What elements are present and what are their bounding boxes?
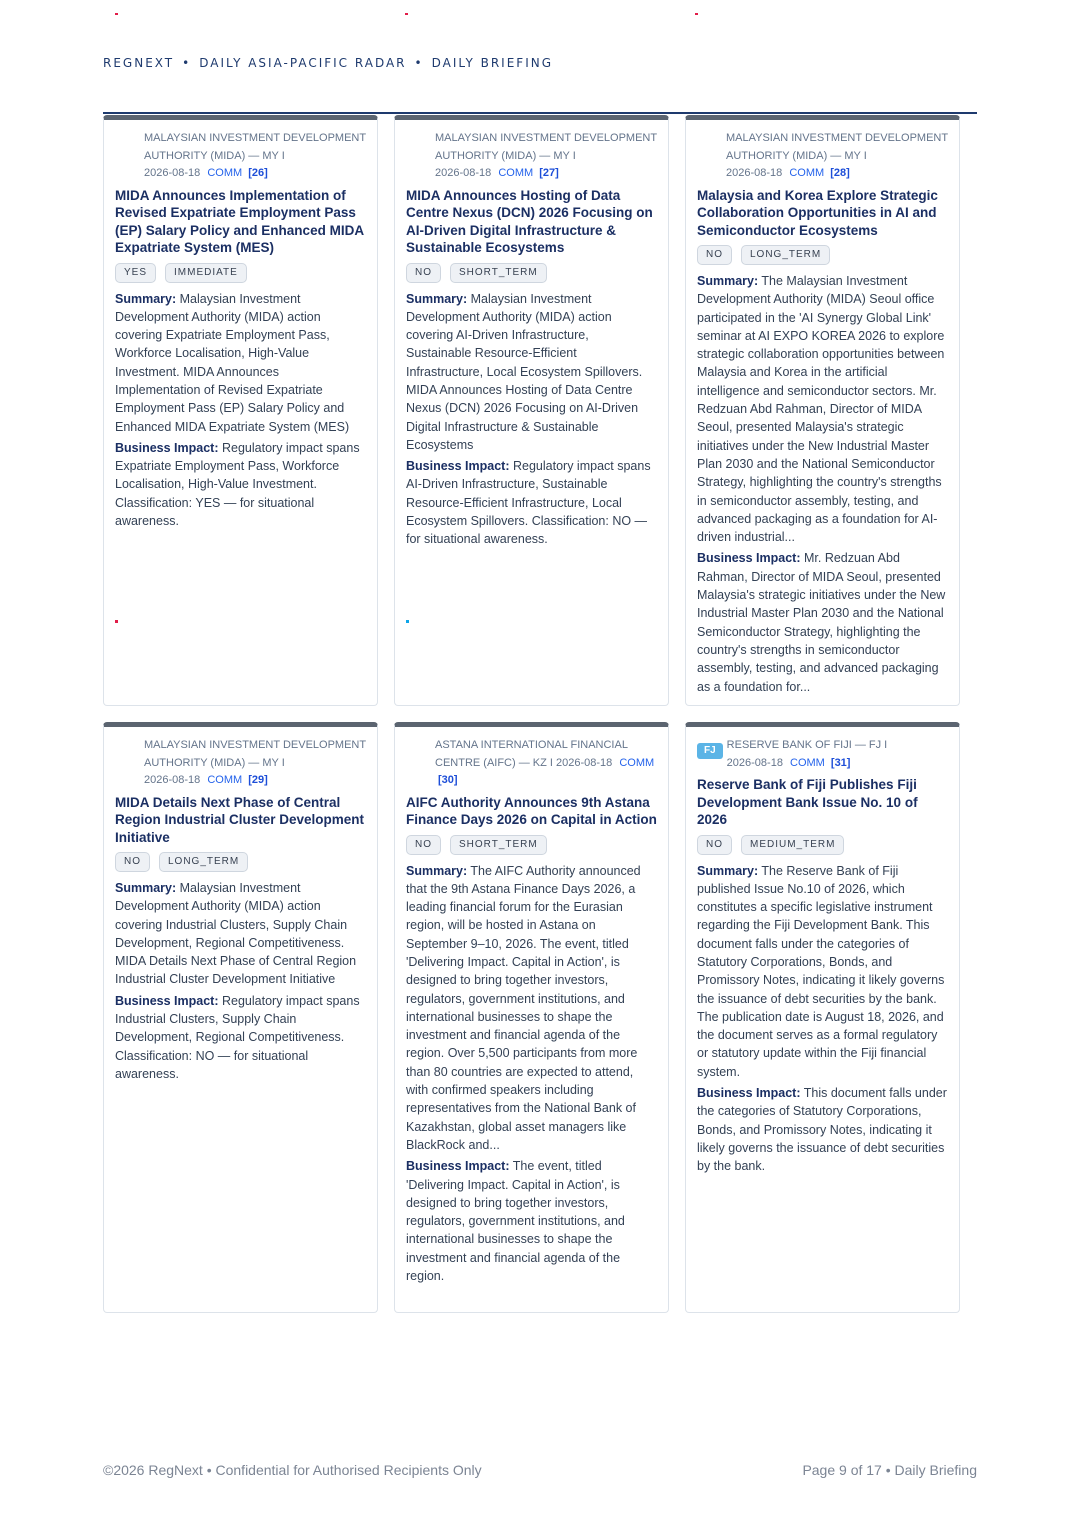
briefing-card[interactable]	[685, 115, 960, 706]
flag-fragment-icon	[405, 13, 408, 15]
briefing-card[interactable]	[103, 115, 378, 706]
tag-row	[697, 245, 948, 265]
summary-paragraph	[697, 272, 948, 546]
impact-paragraph	[406, 457, 657, 548]
section-label: DAILY ASIA-PACIFIC RADAR	[199, 56, 407, 70]
summary-text: The AIFC Authority announced that the 9th Astana Finance Days 2026, a leading financial forum for the Eurasian region, will be hosted in Astana on September 9–10, 2026. The event, titled 'Delivering Impact. Capital in Action', is designed to bring together investors, regulators, government institutions, and international businesses to shape the investment and financial agenda of the region. Over 5,500 participants from more than 80 countries are expected to attend, with confirmed speakers including representatives from the National Bank of Kazakhstan, global asset managers like BlackRock and...	[406, 863, 641, 1152]
tag-row	[115, 263, 366, 283]
impact-text: Mr. Redzuan Abd Rahman, Director of MIDA Seoul, presented Malaysia's strategic initiatives under the New Industrial Master Plan 2030 and the National Semiconductor Strategy, highlighting the country's strengths in semiconductor assembly, testing, and advanced packaging as a foundation for...	[697, 551, 946, 694]
summary-label: Summary:	[697, 274, 759, 288]
date-label: 2026-08-18	[556, 756, 613, 769]
header-separator: •	[414, 56, 424, 70]
comm-label: COMM	[207, 167, 243, 179]
relevance-tag: NO	[697, 835, 732, 855]
relevance-tag: YES	[115, 263, 156, 283]
card-grid	[103, 115, 959, 1313]
card-title[interactable]: Malaysia and Korea Explore Strategic Collaboration Opportunities in AI and Semiconductor Ecosystems	[697, 187, 938, 238]
comm-label: COMM	[619, 756, 655, 769]
authority-label: ASTANA INTERNATIONAL FINANCIAL CENTRE (AIFC) — KZ I	[435, 739, 628, 769]
tag-row	[406, 835, 657, 855]
page-header	[103, 56, 553, 70]
impact-label: Business Impact:	[406, 459, 510, 474]
horizon-tag: SHORT_TERM	[450, 263, 547, 283]
impact-label: Business Impact:	[115, 993, 219, 1008]
summary-text: The Malaysian Investment Development Authority (MIDA) Seoul office participated in the 'AI Synergy Global Link' seminar at AI EXPO KOREA 2026 to explore strategic collaboration opportunities between Malaysia and Korea in the artificial intelligence and semiconductor sectors. Mr. Redzuan Abd Rahman, Director of MIDA Seoul, presented Malaysia's strategic initiatives under the New Industrial Master Plan 2030 and the National Semiconductor Strategy, highlighting the country's strengths in semiconductor assembly, testing, and advanced packaging as a foundation for AI-driven industrial...	[697, 274, 945, 545]
date-label: 2026-08-18	[144, 774, 201, 786]
date-label: 2026-08-18	[144, 167, 201, 179]
card-title[interactable]: MIDA Announces Hosting of Data Centre Nexus (DCN) 2026 Focusing on AI-Driven Digital Infrastructure & Sustainable Ecosystems	[406, 187, 653, 255]
tag-row	[697, 835, 948, 855]
impact-text: Regulatory impact spans Industrial Clusters, Supply Chain Development, Regional Competitiveness. Classification: NO — for situational awareness.	[115, 993, 360, 1081]
impact-paragraph	[115, 992, 366, 1083]
impact-label: Business Impact:	[697, 551, 801, 566]
header-separator: •	[182, 56, 192, 70]
impact-paragraph	[697, 549, 948, 695]
briefing-type-label: DAILY BRIEFING	[431, 56, 554, 70]
card-meta	[144, 130, 366, 183]
card-title[interactable]: MIDA Details Next Phase of Central Region Industrial Cluster Development Initiative	[115, 794, 365, 845]
summary-paragraph	[115, 879, 366, 989]
header-rule	[103, 112, 977, 114]
horizon-tag: IMMEDIATE	[165, 263, 247, 283]
impact-text: Regulatory impact spans Expatriate Employment Pass, Workforce Localisation, High-Value Investment. Classification: YES — for situational awareness.	[115, 440, 360, 529]
impact-paragraph	[115, 439, 366, 530]
summary-paragraph	[115, 290, 366, 436]
impact-paragraph	[697, 1084, 948, 1175]
reference-link[interactable]: [27]	[539, 167, 559, 179]
flag-fragment-icon	[695, 13, 698, 15]
reference-link[interactable]: [29]	[248, 774, 268, 786]
card-title[interactable]: AIFC Authority Announces 9th Astana Finance Days 2026 on Capital in Action	[406, 794, 657, 827]
horizon-tag: MEDIUM_TERM	[741, 835, 844, 855]
briefing-card[interactable]	[394, 115, 669, 706]
summary-paragraph	[406, 862, 657, 1155]
horizon-tag: LONG_TERM	[741, 245, 830, 265]
summary-label: Summary:	[697, 863, 759, 878]
summary-text: Malaysian Investment Development Authority (MIDA) action covering Industrial Clusters, Supply Chain Development, Regional Competitiveness. MIDA Details Next Phase of Central Region Industrial Cluster Development Initiative	[115, 881, 357, 987]
card-title[interactable]: MIDA Announces Implementation of Revised Expatriate Employment Pass (EP) Salary Policy and Enhanced MIDA Expatriate System (MES)	[115, 187, 364, 255]
authority-label: MALAYSIAN INVESTMENT DEVELOPMENT AUTHORITY (MIDA) — MY I	[726, 132, 948, 162]
authority-label: MALAYSIAN INVESTMENT DEVELOPMENT AUTHORITY (MIDA) — MY I	[144, 739, 366, 769]
authority-label: RESERVE BANK OF FIJI — FJ I	[726, 739, 888, 751]
reference-link[interactable]: [30]	[438, 774, 458, 786]
footer-page-number: Page 9 of 17 • Daily Briefing	[802, 1462, 977, 1478]
reference-link[interactable]: [26]	[248, 167, 268, 179]
impact-label: Business Impact:	[406, 1159, 510, 1174]
footer-copyright: ©2026 RegNext • Confidential for Authorised Recipients Only	[103, 1462, 482, 1478]
briefing-card[interactable]	[103, 722, 378, 1313]
summary-label: Summary:	[406, 863, 468, 878]
summary-text: Malaysian Investment Development Authority (MIDA) action covering AI-Driven Infrastructure, Sustainable Resource-Efficient Infrastructure, Local Ecosystem Spillovers. MIDA Announces Hosting of Data Centre Nexus (DCN) 2026 Focusing on AI-Driven Digital Infrastructure & Sustainable Ecosystems	[406, 291, 643, 452]
authority-label: MALAYSIAN INVESTMENT DEVELOPMENT AUTHORITY (MIDA) — MY I	[435, 132, 657, 162]
comm-label: COMM	[207, 774, 243, 786]
card-meta	[726, 130, 948, 183]
date-label: 2026-08-18	[435, 167, 492, 179]
comm-label: COMM	[789, 167, 825, 179]
reference-link[interactable]: [28]	[830, 167, 850, 179]
reference-link[interactable]: [31]	[830, 756, 851, 769]
summary-label: Summary:	[406, 291, 468, 306]
impact-text: Regulatory impact spans AI-Driven Infrastructure, Sustainable Resource-Efficient Infrastructure, Local Ecosystem Spillovers. Classification: NO — for situational awareness.	[406, 459, 651, 547]
authority-label: MALAYSIAN INVESTMENT DEVELOPMENT AUTHORITY (MIDA) — MY I	[144, 132, 366, 162]
card-meta	[435, 737, 657, 790]
flag-fragment-icon	[115, 13, 118, 15]
summary-paragraph	[406, 290, 657, 455]
relevance-tag: NO	[697, 245, 732, 265]
summary-text: The Reserve Bank of Fiji published Issue No.10 of 2026, which constitutes a specific legislative instrument regarding the Fiji Development Bank. This document falls under the categories of Statutory Corporations, Bonds, and Promissory Notes, indicating it likely governs the issuance of debt securities by the bank. The publication date is August 18, 2026, and the document serves as a formal regulatory or statutory update within the Fiji financial system.	[697, 863, 945, 1079]
comm-label: COMM	[790, 756, 825, 769]
summary-paragraph	[697, 862, 948, 1082]
impact-label: Business Impact:	[115, 440, 219, 455]
card-meta	[435, 130, 657, 183]
tag-row	[406, 263, 657, 283]
tag-row	[115, 852, 366, 872]
relevance-tag: NO	[115, 852, 150, 872]
card-title[interactable]: Reserve Bank of Fiji Publishes Fiji Development Bank Issue No. 10 of 2026	[697, 777, 918, 827]
brand-label: REGNEXT	[103, 56, 175, 70]
horizon-tag: SHORT_TERM	[450, 835, 547, 855]
briefing-card[interactable]	[685, 722, 960, 1313]
impact-paragraph	[406, 1157, 657, 1285]
flag-fragment-icon	[406, 620, 409, 623]
impact-text: The event, titled 'Delivering Impact. Capital in Action', is designed to bring together investors, regulators, government institutions, and international businesses to shape the investment and financial agenda of the region.	[406, 1159, 625, 1284]
relevance-tag: NO	[406, 835, 441, 855]
summary-label: Summary:	[115, 881, 177, 895]
relevance-tag: NO	[406, 263, 441, 283]
comm-label: COMM	[498, 167, 534, 179]
briefing-card[interactable]	[394, 722, 669, 1313]
card-meta	[144, 737, 366, 790]
date-label: 2026-08-18	[726, 756, 783, 769]
horizon-tag: LONG_TERM	[159, 852, 248, 872]
impact-label: Business Impact:	[697, 1086, 801, 1101]
summary-label: Summary:	[115, 291, 177, 306]
impact-text: This document falls under the categories of Statutory Corporations, Bonds, and Promissory Notes, indicating it likely governs the issuance of debt securities by the bank.	[697, 1086, 947, 1174]
card-meta	[697, 737, 948, 772]
summary-text: Malaysian Investment Development Authority (MIDA) action covering Expatriate Employment Pass, Workforce Localisation, High-Value Investment. MIDA Announces Implementation of Revised Expatriate Employment Pass (EP) Salary Policy and Enhanced MIDA Expatriate System (MES)	[115, 291, 350, 434]
country-flag-badge: FJ	[697, 743, 723, 759]
date-label: 2026-08-18	[726, 167, 783, 179]
flag-fragment-icon	[115, 620, 118, 623]
